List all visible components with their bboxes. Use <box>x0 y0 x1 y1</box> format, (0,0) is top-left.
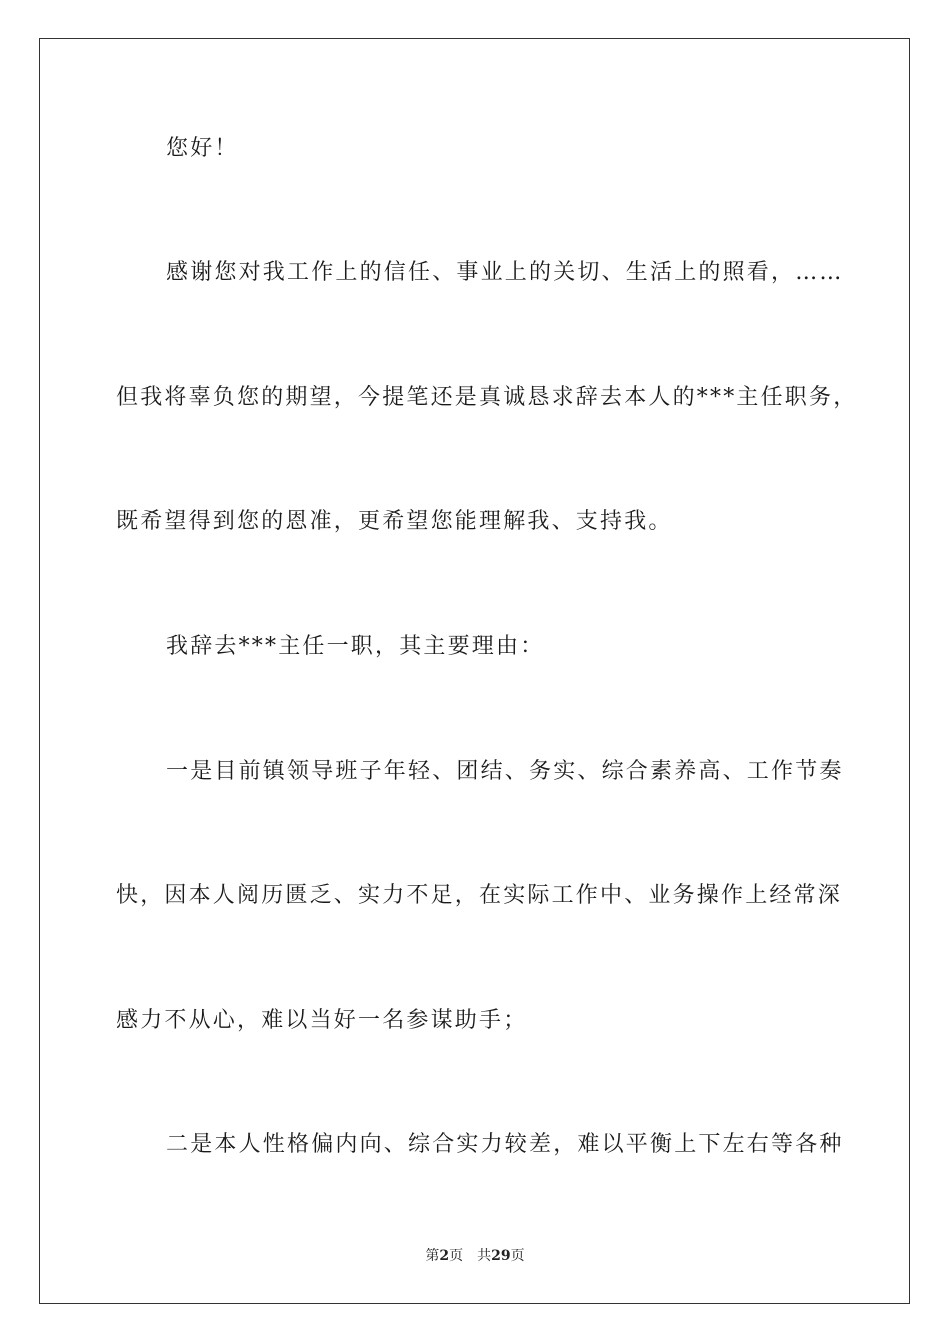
page-footer <box>0 1246 950 1266</box>
paragraph-line: 既希望得到您的恩准，更希望您能理解我、支持我。 <box>116 509 673 534</box>
paragraph-line: 我辞去***主任一职，其主要理由： <box>166 634 545 659</box>
footer-page-suffix: 页 <box>449 1248 464 1264</box>
paragraph-line: 快，因本人阅历匮乏、实力不足，在实际工作中、业务操作上经常深 <box>116 883 843 908</box>
paragraph-line: 感力不从心，难以当好一名参谋助手； <box>116 1008 528 1033</box>
footer-page-number: 2 <box>439 1248 450 1264</box>
paragraph-line: 感谢您对我工作上的信任、事业上的关切、生活上的照看，…… <box>166 260 844 285</box>
page-border <box>39 38 910 1304</box>
paragraph-line: 一是目前镇领导班子年轻、团结、务实、综合素养高、工作节奏 <box>166 759 844 784</box>
footer-total-suffix: 页 <box>510 1248 525 1264</box>
footer-total-pages: 29 <box>491 1248 511 1264</box>
paragraph-line: 二是本人性格偏内向、综合实力较差，难以平衡上下左右等各种 <box>166 1132 844 1157</box>
paragraph-line: 但我将辜负您的期望，今提笔还是真诚恳求辞去本人的***主任职务， <box>116 385 858 410</box>
footer-total-prefix: 共 <box>477 1248 492 1264</box>
footer-page-prefix: 第 <box>425 1248 440 1264</box>
greeting-line: 您好！ <box>166 136 239 161</box>
